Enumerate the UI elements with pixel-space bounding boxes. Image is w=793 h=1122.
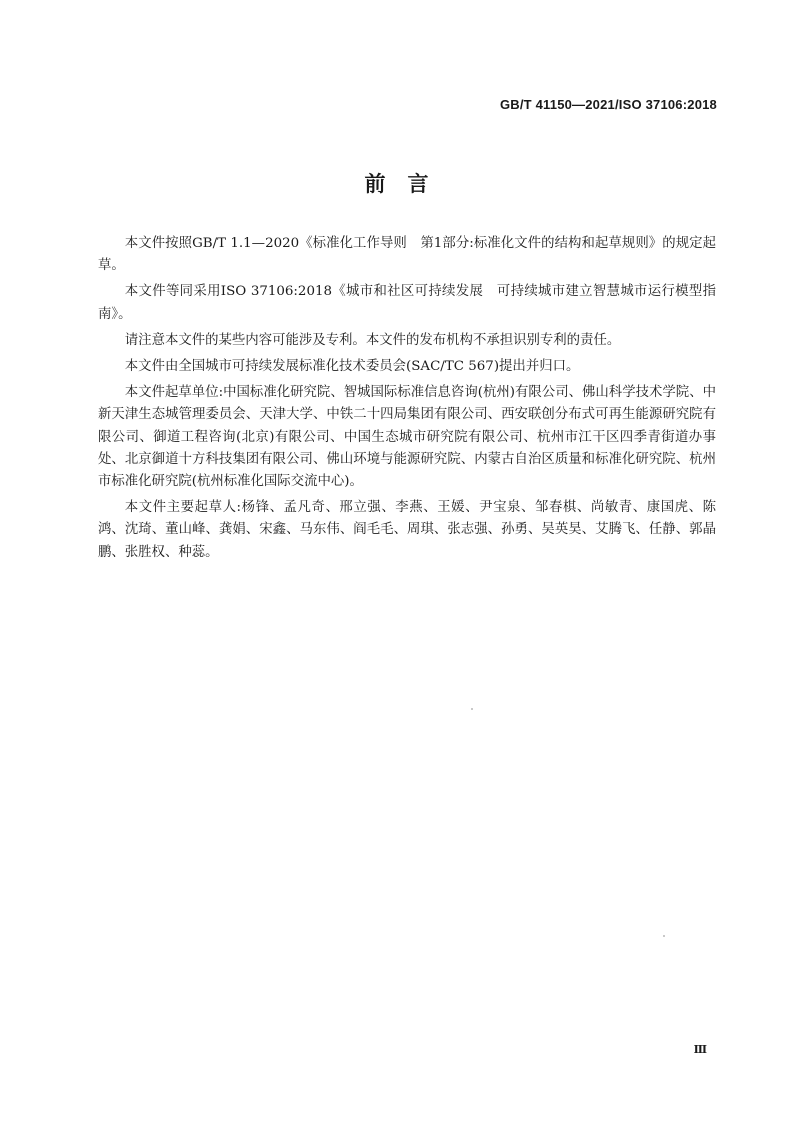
paragraph-proposer: 本文件由全国城市可持续发展标准化技术委员会(SAC/TC 567)提出并归口。 <box>124 359 580 375</box>
page-number: Ⅲ <box>693 1043 707 1056</box>
paragraph-patent-notice: 请注意本文件的某些内容可能涉及专利。本文件的发布机构不承担识别专利的责任。 <box>124 332 621 348</box>
page-title: 前言 <box>364 172 451 196</box>
foreword-body <box>98 233 716 568</box>
standard-code: GB/T 41150—2021/ISO 37106:2018 <box>499 97 717 112</box>
paragraph-drafters: 本文件主要起草人:杨锋、孟凡奇、邢立强、李燕、王媛、尹宝泉、邹春棋、尚敏青、康国虎、陈鸿、沈琦、董山峰、龚娟、宋鑫、马东伟、阎毛毛、周琪、张志强、孙勇、吴英昊、艾腾飞、任静、郭晶鹏、张胜权、种蕊。 <box>98 500 716 560</box>
paragraph-adoption: 本文件等同采用ISO 37106:2018《城市和社区可持续发展 可持续城市建立智慧城市运行模型指南》。 <box>98 284 716 322</box>
scan-speck <box>663 935 665 937</box>
paragraph-drafting-rules: 本文件按照GB/T 1.1—2020《标准化工作导则 第1部分:标准化文件的结构和起草规则》的规定起草。 <box>98 236 716 274</box>
scan-speck <box>471 708 473 710</box>
paragraph-drafting-units: 本文件起草单位:中国标准化研究院、智城国际标准信息咨询(杭州)有限公司、佛山科学技术学院、中新天津生态城管理委员会、天津大学、中铁二十四局集团有限公司、西安联创分布式可再生能源研究院有限公司、御道工程咨询(北京)有限公司、中国生态城市研究院有限公司、杭州市江干区四季青街道办事处、北京御道十方科技集团有限公司、佛山环境与能源研究院、内蒙古自治区质量和标准化研究院、杭州市标准化研究院(杭州标准化国际交流中心)。 <box>98 385 716 490</box>
